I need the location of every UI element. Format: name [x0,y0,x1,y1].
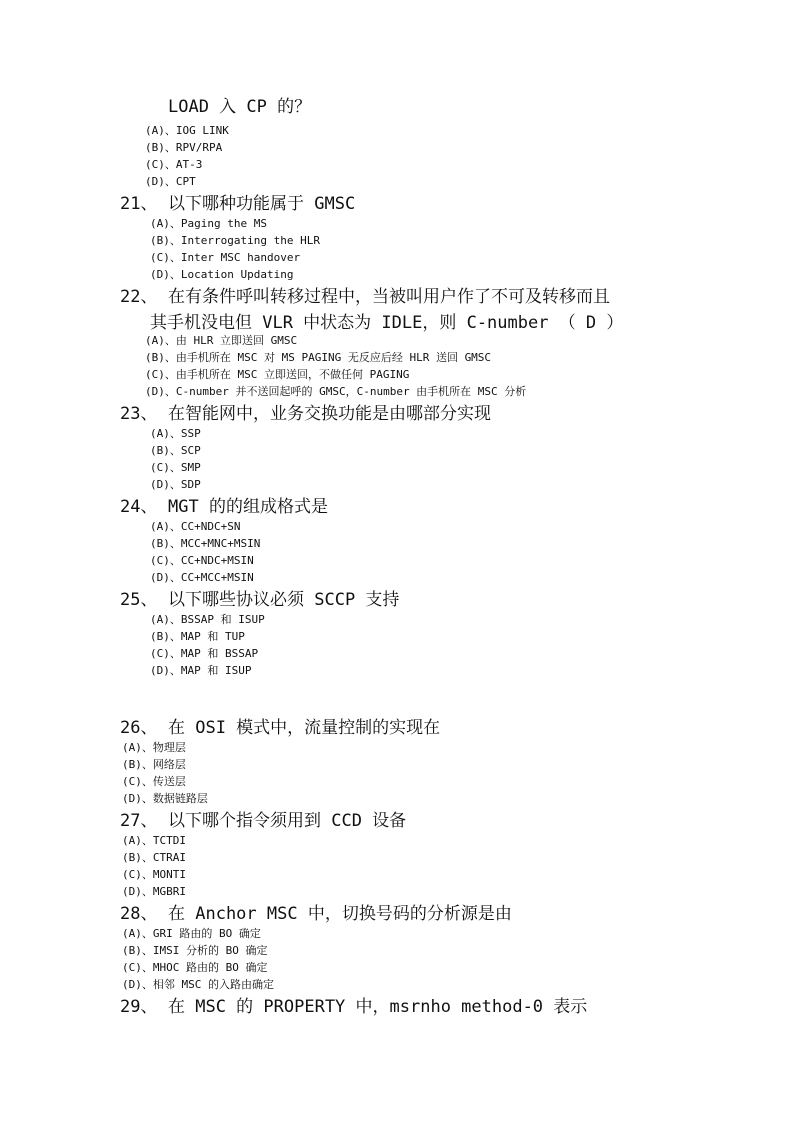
q23-option-d: (D)、SDP [150,478,201,491]
question-27-number: 27、 [120,811,158,831]
q21-option-b: (B)、Interrogating the HLR [150,234,320,247]
question-22-text-line2: 其手机没电但 VLR 中状态为 IDLE，则 C-number （ D ） [150,313,624,333]
q27-option-d: (D)、MGBRI [122,885,186,898]
q25-option-b: (B)、MAP 和 TUP [150,630,245,643]
question-25-number: 25、 [120,590,158,610]
q26-option-a: (A)、物理层 [122,741,186,754]
q21-option-a: (A)、Paging the MS [150,217,267,230]
q26-option-b: (B)、网络层 [122,758,186,771]
q27-option-c: (C)、MONTI [122,868,186,881]
q23-option-c: (C)、SMP [150,461,201,474]
q28-option-c: (C)、MHOC 路由的 BO 确定 [122,961,268,974]
question-24-number: 24、 [120,497,158,517]
q27-option-a: (A)、TCTDI [122,834,186,847]
question-21-number: 21、 [120,194,158,214]
q20-option-a: (A)、IOG LINK [145,124,229,137]
q27-option-b: (B)、CTRAI [122,851,186,864]
q24-option-c: (C)、CC+NDC+MSIN [150,554,254,567]
question-22-number: 22、 [120,287,158,307]
question-23-text: 在智能网中，业务交换功能是由哪部分实现 [168,404,491,424]
question-21-text: 以下哪种功能属于 GMSC [168,194,356,214]
q26-option-d: (D)、数据链路层 [122,792,208,805]
q28-option-b: (B)、IMSI 分析的 BO 确定 [122,944,268,957]
q23-option-a: (A)、SSP [150,427,201,440]
question-24-text: MGT 的的组成格式是 [168,497,328,517]
q28-option-d: (D)、相邻 MSC 的入路由确定 [122,978,274,991]
q20-option-d: (D)、CPT [145,175,196,188]
q22-option-a: (A)、由 HLR 立即送回 GMSC [145,334,298,347]
q25-option-a: (A)、BSSAP 和 ISUP [150,613,265,626]
q23-option-b: (B)、SCP [150,444,201,457]
q24-option-a: (A)、CC+NDC+SN [150,520,241,533]
q22-option-c: (C)、由手机所在 MSC 立即送回，不做任何 PAGING [145,368,410,381]
q24-option-b: (B)、MCC+MNC+MSIN [150,537,261,550]
question-28-number: 28、 [120,904,158,924]
question-22-text: 在有条件呼叫转移过程中，当被叫用户作了不可及转移而且 [168,287,610,307]
q20-option-c: (C)、AT-3 [145,158,203,171]
q22-option-b: (B)、由手机所在 MSC 对 MS PAGING 无反应后经 HLR 送回 GMSC [145,351,492,364]
q21-option-d: (D)、Location Updating [150,268,294,281]
q25-option-d: (D)、MAP 和 ISUP [150,664,252,677]
q26-option-c: (C)、传送层 [122,775,186,788]
q20-option-b: (B)、RPV/RPA [145,141,223,154]
question-26-text: 在 OSI 模式中，流量控制的实现在 [168,718,441,738]
q21-option-c: (C)、Inter MSC handover [150,251,301,264]
question-20-text: LOAD 入 CP 的？ [168,97,312,117]
q24-option-d: (D)、CC+MCC+MSIN [150,571,254,584]
question-26-number: 26、 [120,718,158,738]
question-25-text: 以下哪些协议必须 SCCP 支持 [168,590,400,610]
q22-option-d: (D)、C-number 并不送回起呼的 GMSC，C-number 由手机所在 MSC 分析 [145,385,527,398]
question-29-text: 在 MSC 的 PROPERTY 中，msrnho method-0 表示 [168,997,588,1017]
q28-option-a: (A)、GRI 路由的 BO 确定 [122,927,261,940]
q25-option-c: (C)、MAP 和 BSSAP [150,647,259,660]
question-28-text: 在 Anchor MSC 中，切换号码的分析源是由 [168,904,512,924]
question-27-text: 以下哪个指令须用到 CCD 设备 [168,811,407,831]
question-23-number: 23、 [120,404,158,424]
question-29-number: 29、 [120,997,158,1017]
